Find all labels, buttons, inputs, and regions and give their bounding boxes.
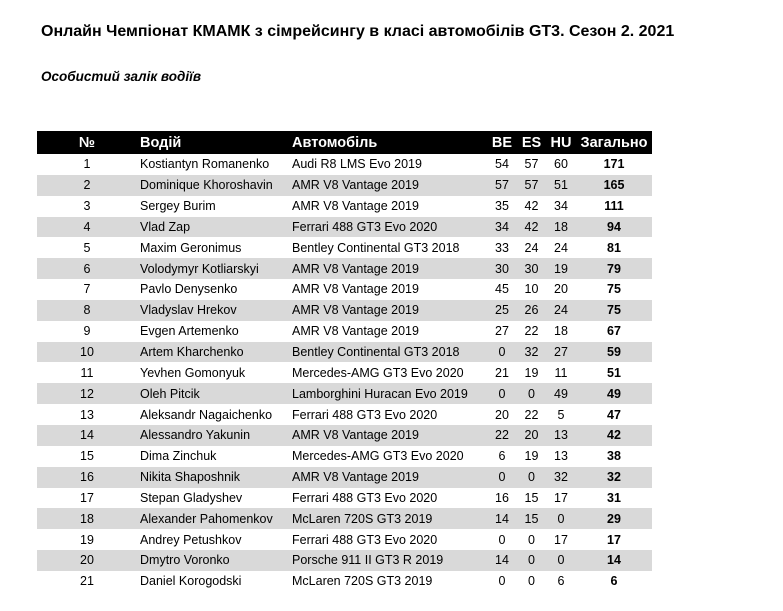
cell-es: 0 bbox=[517, 529, 546, 550]
cell-position: 10 bbox=[37, 342, 137, 363]
cell-total: 38 bbox=[576, 446, 652, 467]
cell-position: 7 bbox=[37, 279, 137, 300]
header-total: Загально bbox=[576, 131, 652, 154]
cell-hu: 6 bbox=[546, 571, 576, 592]
cell-car: AMR V8 Vantage 2019 bbox=[289, 321, 487, 342]
cell-es: 42 bbox=[517, 217, 546, 238]
cell-es: 57 bbox=[517, 175, 546, 196]
cell-position: 5 bbox=[37, 237, 137, 258]
cell-position: 11 bbox=[37, 362, 137, 383]
cell-driver: Dmytro Voronko bbox=[137, 550, 289, 571]
cell-hu: 18 bbox=[546, 321, 576, 342]
cell-total: 17 bbox=[576, 529, 652, 550]
header-car: Автомобіль bbox=[289, 131, 487, 154]
cell-position: 12 bbox=[37, 383, 137, 404]
cell-be: 33 bbox=[487, 237, 517, 258]
cell-car: AMR V8 Vantage 2019 bbox=[289, 467, 487, 488]
cell-driver: Daniel Korogodski bbox=[137, 571, 289, 592]
cell-car: AMR V8 Vantage 2019 bbox=[289, 279, 487, 300]
cell-es: 42 bbox=[517, 196, 546, 217]
table-body bbox=[37, 154, 652, 592]
driver-standings-table bbox=[37, 131, 652, 592]
cell-be: 0 bbox=[487, 383, 517, 404]
cell-es: 24 bbox=[517, 237, 546, 258]
cell-total: 79 bbox=[576, 258, 652, 279]
cell-car: AMR V8 Vantage 2019 bbox=[289, 258, 487, 279]
cell-be: 45 bbox=[487, 279, 517, 300]
header-position: № bbox=[37, 131, 137, 154]
cell-total: 31 bbox=[576, 488, 652, 509]
cell-be: 27 bbox=[487, 321, 517, 342]
cell-total: 59 bbox=[576, 342, 652, 363]
cell-es: 57 bbox=[517, 154, 546, 175]
cell-car: Ferrari 488 GT3 Evo 2020 bbox=[289, 217, 487, 238]
cell-es: 15 bbox=[517, 508, 546, 529]
cell-driver: Artem Kharchenko bbox=[137, 342, 289, 363]
cell-be: 20 bbox=[487, 404, 517, 425]
table-row bbox=[37, 508, 652, 529]
cell-driver: Vladyslav Hrekov bbox=[137, 300, 289, 321]
cell-position: 13 bbox=[37, 404, 137, 425]
cell-position: 14 bbox=[37, 425, 137, 446]
cell-be: 54 bbox=[487, 154, 517, 175]
cell-hu: 24 bbox=[546, 300, 576, 321]
table-row bbox=[37, 321, 652, 342]
cell-car: McLaren 720S GT3 2019 bbox=[289, 571, 487, 592]
table-row bbox=[37, 217, 652, 238]
cell-position: 3 bbox=[37, 196, 137, 217]
cell-total: 14 bbox=[576, 550, 652, 571]
cell-be: 6 bbox=[487, 446, 517, 467]
cell-total: 51 bbox=[576, 362, 652, 383]
cell-driver: Sergey Burim bbox=[137, 196, 289, 217]
cell-driver: Stepan Gladyshev bbox=[137, 488, 289, 509]
cell-car: Porsche 911 II GT3 R 2019 bbox=[289, 550, 487, 571]
cell-position: 2 bbox=[37, 175, 137, 196]
cell-car: Ferrari 488 GT3 Evo 2020 bbox=[289, 488, 487, 509]
table-row bbox=[37, 258, 652, 279]
header-es: ES bbox=[517, 131, 546, 154]
table-header-row bbox=[37, 131, 652, 154]
cell-car: AMR V8 Vantage 2019 bbox=[289, 196, 487, 217]
cell-hu: 0 bbox=[546, 508, 576, 529]
cell-es: 0 bbox=[517, 383, 546, 404]
cell-hu: 19 bbox=[546, 258, 576, 279]
cell-be: 25 bbox=[487, 300, 517, 321]
table-row bbox=[37, 467, 652, 488]
cell-driver: Alessandro Yakunin bbox=[137, 425, 289, 446]
cell-driver: Dominique Khoroshavin bbox=[137, 175, 289, 196]
cell-total: 111 bbox=[576, 196, 652, 217]
cell-be: 0 bbox=[487, 342, 517, 363]
cell-hu: 17 bbox=[546, 529, 576, 550]
cell-position: 8 bbox=[37, 300, 137, 321]
cell-car: Lamborghini Huracan Evo 2019 bbox=[289, 383, 487, 404]
cell-total: 6 bbox=[576, 571, 652, 592]
cell-es: 10 bbox=[517, 279, 546, 300]
cell-driver: Maxim Geronimus bbox=[137, 237, 289, 258]
cell-be: 57 bbox=[487, 175, 517, 196]
cell-hu: 60 bbox=[546, 154, 576, 175]
cell-be: 30 bbox=[487, 258, 517, 279]
cell-es: 20 bbox=[517, 425, 546, 446]
table-row bbox=[37, 342, 652, 363]
cell-position: 9 bbox=[37, 321, 137, 342]
cell-es: 19 bbox=[517, 446, 546, 467]
cell-hu: 24 bbox=[546, 237, 576, 258]
table-row bbox=[37, 175, 652, 196]
cell-car: McLaren 720S GT3 2019 bbox=[289, 508, 487, 529]
cell-position: 4 bbox=[37, 217, 137, 238]
table-row bbox=[37, 237, 652, 258]
cell-be: 14 bbox=[487, 550, 517, 571]
table-row bbox=[37, 154, 652, 175]
cell-car: Audi R8 LMS Evo 2019 bbox=[289, 154, 487, 175]
cell-car: AMR V8 Vantage 2019 bbox=[289, 300, 487, 321]
cell-driver: Alexander Pahomenkov bbox=[137, 508, 289, 529]
cell-hu: 0 bbox=[546, 550, 576, 571]
cell-total: 32 bbox=[576, 467, 652, 488]
cell-be: 16 bbox=[487, 488, 517, 509]
cell-es: 0 bbox=[517, 550, 546, 571]
cell-car: Ferrari 488 GT3 Evo 2020 bbox=[289, 529, 487, 550]
cell-es: 0 bbox=[517, 467, 546, 488]
cell-hu: 13 bbox=[546, 446, 576, 467]
cell-car: Mercedes-AMG GT3 Evo 2020 bbox=[289, 446, 487, 467]
cell-car: AMR V8 Vantage 2019 bbox=[289, 425, 487, 446]
cell-total: 75 bbox=[576, 300, 652, 321]
table-row bbox=[37, 300, 652, 321]
cell-es: 32 bbox=[517, 342, 546, 363]
cell-car: AMR V8 Vantage 2019 bbox=[289, 175, 487, 196]
cell-driver: Andrey Petushkov bbox=[137, 529, 289, 550]
cell-driver: Yevhen Gomonyuk bbox=[137, 362, 289, 383]
cell-total: 165 bbox=[576, 175, 652, 196]
table-row bbox=[37, 488, 652, 509]
header-be: BE bbox=[487, 131, 517, 154]
cell-driver: Oleh Pitcik bbox=[137, 383, 289, 404]
table-row bbox=[37, 550, 652, 571]
cell-es: 19 bbox=[517, 362, 546, 383]
cell-position: 16 bbox=[37, 467, 137, 488]
cell-position: 20 bbox=[37, 550, 137, 571]
cell-be: 0 bbox=[487, 467, 517, 488]
header-hu: HU bbox=[546, 131, 576, 154]
cell-total: 81 bbox=[576, 237, 652, 258]
cell-be: 21 bbox=[487, 362, 517, 383]
cell-driver: Pavlo Denysenko bbox=[137, 279, 289, 300]
cell-car: Bentley Continental GT3 2018 bbox=[289, 237, 487, 258]
cell-hu: 32 bbox=[546, 467, 576, 488]
table-row bbox=[37, 571, 652, 592]
cell-hu: 34 bbox=[546, 196, 576, 217]
cell-be: 0 bbox=[487, 571, 517, 592]
cell-driver: Evgen Artemenko bbox=[137, 321, 289, 342]
cell-total: 49 bbox=[576, 383, 652, 404]
page-title: Онлайн Чемпіонат КМАМК з сімрейсингу в класі автомобілів GT3. Сезон 2. 2021 bbox=[41, 23, 675, 40]
header-driver: Водій bbox=[137, 131, 289, 154]
cell-driver: Vlad Zap bbox=[137, 217, 289, 238]
cell-hu: 5 bbox=[546, 404, 576, 425]
cell-es: 15 bbox=[517, 488, 546, 509]
cell-car: Bentley Continental GT3 2018 bbox=[289, 342, 487, 363]
cell-position: 18 bbox=[37, 508, 137, 529]
table-row bbox=[37, 196, 652, 217]
cell-driver: Nikita Shaposhnik bbox=[137, 467, 289, 488]
cell-driver: Dima Zinchuk bbox=[137, 446, 289, 467]
table-row bbox=[37, 446, 652, 467]
cell-be: 34 bbox=[487, 217, 517, 238]
cell-hu: 13 bbox=[546, 425, 576, 446]
cell-es: 0 bbox=[517, 571, 546, 592]
cell-hu: 51 bbox=[546, 175, 576, 196]
cell-total: 42 bbox=[576, 425, 652, 446]
cell-total: 171 bbox=[576, 154, 652, 175]
cell-be: 35 bbox=[487, 196, 517, 217]
cell-position: 21 bbox=[37, 571, 137, 592]
cell-hu: 18 bbox=[546, 217, 576, 238]
table-row bbox=[37, 279, 652, 300]
cell-total: 94 bbox=[576, 217, 652, 238]
table-row bbox=[37, 529, 652, 550]
cell-position: 1 bbox=[37, 154, 137, 175]
cell-hu: 17 bbox=[546, 488, 576, 509]
cell-driver: Aleksandr Nagaichenko bbox=[137, 404, 289, 425]
cell-be: 0 bbox=[487, 529, 517, 550]
cell-driver: Kostiantyn Romanenko bbox=[137, 154, 289, 175]
cell-be: 22 bbox=[487, 425, 517, 446]
cell-hu: 11 bbox=[546, 362, 576, 383]
cell-es: 30 bbox=[517, 258, 546, 279]
table-row bbox=[37, 425, 652, 446]
cell-be: 14 bbox=[487, 508, 517, 529]
cell-total: 75 bbox=[576, 279, 652, 300]
cell-es: 22 bbox=[517, 404, 546, 425]
cell-hu: 49 bbox=[546, 383, 576, 404]
cell-total: 47 bbox=[576, 404, 652, 425]
cell-hu: 27 bbox=[546, 342, 576, 363]
cell-position: 6 bbox=[37, 258, 137, 279]
cell-es: 22 bbox=[517, 321, 546, 342]
cell-total: 29 bbox=[576, 508, 652, 529]
cell-position: 17 bbox=[37, 488, 137, 509]
cell-position: 15 bbox=[37, 446, 137, 467]
cell-car: Mercedes-AMG GT3 Evo 2020 bbox=[289, 362, 487, 383]
cell-es: 26 bbox=[517, 300, 546, 321]
section-subtitle: Особистий залік водіїв bbox=[41, 69, 201, 84]
cell-car: Ferrari 488 GT3 Evo 2020 bbox=[289, 404, 487, 425]
cell-driver: Volodymyr Kotliarskyi bbox=[137, 258, 289, 279]
table-row bbox=[37, 383, 652, 404]
table-row bbox=[37, 362, 652, 383]
cell-position: 19 bbox=[37, 529, 137, 550]
cell-total: 67 bbox=[576, 321, 652, 342]
cell-hu: 20 bbox=[546, 279, 576, 300]
table-row bbox=[37, 404, 652, 425]
